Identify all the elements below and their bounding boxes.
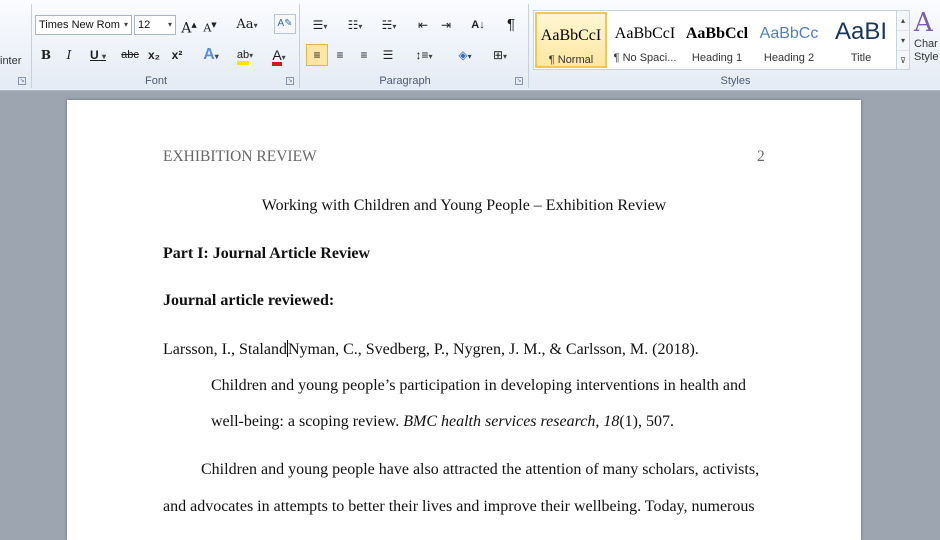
increase-indent-icon: ⇥ <box>440 18 452 32</box>
font-size-dropdown[interactable] <box>134 15 176 35</box>
style-name: Title <box>850 52 872 64</box>
change-case-icon: Aa <box>236 17 254 32</box>
font-color-button[interactable] <box>265 45 293 65</box>
style-title[interactable] <box>825 12 897 68</box>
chevron-down-icon: ▾ <box>467 52 472 61</box>
reference-text: well-being: a scoping review. <box>211 413 404 430</box>
superscript-button[interactable] <box>168 45 186 65</box>
multilevel-list-icon: ☵ <box>381 18 393 32</box>
bullet-list-icon: ☰ <box>312 18 324 32</box>
shrink-font-icon: A <box>203 21 212 35</box>
style-name: ¶ Normal <box>548 54 594 66</box>
paragraph-dialog-launcher-icon[interactable]: ↘ <box>516 78 522 84</box>
change-styles-icon: A <box>914 8 933 38</box>
bullets-button[interactable] <box>306 15 334 35</box>
paint-bucket-icon: ◈ <box>458 48 468 62</box>
align-center-button[interactable] <box>330 45 350 65</box>
italic-icon: I <box>66 48 72 62</box>
change-styles-button[interactable] <box>914 8 940 64</box>
reference-text: Larsson, I., Staland <box>163 341 287 358</box>
justify-button[interactable] <box>378 45 398 65</box>
font-size-value: 12 <box>138 19 151 31</box>
superscript-icon: x² <box>171 48 183 62</box>
chevron-down-icon: ▾ <box>253 21 258 30</box>
body-paragraph-line: Children and young people have also attracted the attention of many scholars, activists, <box>201 461 760 478</box>
bold-button[interactable] <box>38 45 54 65</box>
style-name: ¶ No Spaci... <box>613 52 677 64</box>
running-head: EXHIBITION REVIEW <box>163 148 317 165</box>
font-name-dropdown[interactable] <box>35 15 132 35</box>
reference-journal: BMC health services research, 18 <box>403 413 620 430</box>
chevron-down-icon: ▾ <box>249 51 254 60</box>
reviewed-heading: Journal article reviewed: <box>163 292 335 309</box>
underline-icon: U <box>89 48 99 62</box>
align-left-button[interactable] <box>306 44 328 66</box>
multilevel-list-button[interactable] <box>374 15 404 35</box>
show-formatting-marks-button[interactable] <box>502 15 520 35</box>
style-sample: AaBbCcI <box>614 25 676 42</box>
clear-formatting-icon: A✎ <box>277 18 293 29</box>
chevron-down-icon: ▾ <box>358 22 363 31</box>
body-paragraph-line: and advocates in attempts to better their lives and improve their wellbeing. Today, numerous <box>163 498 755 515</box>
font-color-icon: A <box>272 49 281 66</box>
justify-icon: ☰ <box>382 48 394 62</box>
chevron-down-icon: ▾ <box>123 20 128 29</box>
align-right-button[interactable] <box>354 45 374 65</box>
grow-font-icon: A <box>181 20 192 37</box>
align-center-icon: ≡ <box>336 48 344 62</box>
style-sample: AaBbCcI <box>540 27 602 44</box>
chevron-down-icon: ▾ <box>323 22 328 31</box>
style-sample: AaBbCc <box>759 25 819 42</box>
line-spacing-button[interactable] <box>410 45 438 65</box>
more-styles-icon[interactable]: ⊽ <box>900 56 906 65</box>
text-effects-icon: A <box>203 46 215 63</box>
styles-group-label: Styles <box>720 75 751 87</box>
numbered-list-icon: ☷ <box>347 18 359 32</box>
font-name-value: Times New Rom <box>39 19 120 31</box>
italic-button[interactable] <box>61 45 77 65</box>
part-heading: Part I: Journal Article Review <box>163 245 371 262</box>
shading-button[interactable] <box>450 45 480 65</box>
style-name: Heading 2 <box>763 52 815 64</box>
bold-icon: B <box>40 48 52 62</box>
borders-button[interactable] <box>485 45 515 65</box>
align-right-icon: ≡ <box>360 48 368 62</box>
clear-formatting-button[interactable] <box>274 14 296 34</box>
sort-button[interactable] <box>468 15 488 35</box>
style-name: Heading 1 <box>691 52 743 64</box>
style-no-spacing[interactable] <box>609 12 681 68</box>
reference-line-1 <box>163 340 699 359</box>
styles-gallery-scroll <box>896 10 910 70</box>
document-title: Working with Children and Young People – Exhibition Review <box>261 197 667 214</box>
reference-line-2: Children and young people’s participation in developing interventions in health and <box>211 377 746 394</box>
chevron-down-icon: ▾ <box>428 52 433 61</box>
line-spacing-icon: ↕≡ <box>415 48 429 62</box>
underline-button[interactable] <box>84 45 112 65</box>
paragraph-group-label: Paragraph <box>379 75 431 87</box>
chevron-down-icon: ▾ <box>281 53 286 62</box>
chevron-down-icon: ▾ <box>503 52 508 61</box>
subscript-button[interactable] <box>145 45 163 65</box>
decrease-indent-button[interactable] <box>414 15 432 35</box>
borders-icon: ⊞ <box>492 48 504 62</box>
reference-text: Nyman, C., Svedberg, P., Nygren, J. M., & Carlsson, M. (2018). <box>287 341 699 358</box>
font-dialog-launcher-icon[interactable]: ↘ <box>287 78 293 84</box>
scroll-up-icon[interactable]: ▴ <box>897 11 909 31</box>
styles-gallery <box>533 10 897 70</box>
numbering-button[interactable] <box>340 15 370 35</box>
highlight-color-button[interactable] <box>230 45 260 65</box>
text-effects-button[interactable] <box>198 45 224 65</box>
style-sample: AaBI <box>834 18 888 45</box>
style-heading-2[interactable] <box>753 12 825 68</box>
document-page[interactable] <box>67 100 861 540</box>
reference-line-3 <box>211 413 674 431</box>
chevron-down-icon: ▾ <box>214 52 219 61</box>
highlighter-icon: ab <box>237 49 249 65</box>
change-case-button[interactable] <box>233 15 261 35</box>
clipboard-dialog-launcher-icon[interactable]: ↘ <box>19 78 25 84</box>
style-heading-1[interactable] <box>681 12 753 68</box>
shrink-font-button[interactable]: A▼ <box>203 21 217 35</box>
ribbon <box>0 0 940 91</box>
scroll-down-icon[interactable]: ▾ <box>897 31 909 51</box>
decrease-indent-icon: ⇤ <box>417 18 429 32</box>
chevron-down-icon: ▾ <box>392 22 397 31</box>
font-group-label: Font <box>144 75 167 87</box>
subscript-icon: x₂ <box>147 48 160 62</box>
page-number: 2 <box>757 148 765 165</box>
sort-az-icon: A↓ <box>471 19 485 31</box>
format-painter-button[interactable]: inter <box>0 55 22 67</box>
strikethrough-button[interactable] <box>118 45 142 65</box>
group-divider <box>528 4 529 88</box>
chevron-down-icon: ▾ <box>102 52 107 61</box>
grow-font-button[interactable]: A▲ <box>181 20 197 37</box>
align-left-icon: ≡ <box>313 48 321 62</box>
chevron-down-icon: ▾ <box>167 20 172 29</box>
strikethrough-icon: abc <box>121 49 139 61</box>
change-styles-label: Style <box>914 51 939 63</box>
increase-indent-button[interactable] <box>437 15 455 35</box>
style-sample: AaBbCcl <box>685 25 749 42</box>
reference-text: (1), 507. <box>619 413 674 430</box>
pilcrow-icon: ¶ <box>506 16 516 33</box>
change-styles-label: Char <box>914 38 938 50</box>
style-normal[interactable] <box>535 12 607 68</box>
